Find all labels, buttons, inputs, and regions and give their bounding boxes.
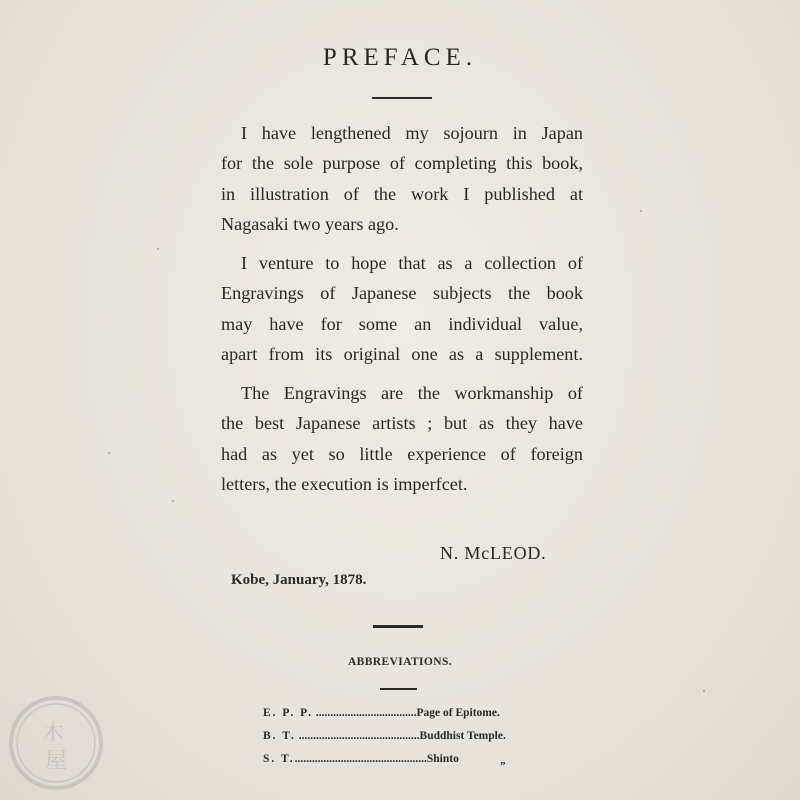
section-divider bbox=[373, 625, 423, 628]
abbreviations-heading: ABBREVIATIONS. bbox=[347, 656, 453, 668]
title-divider bbox=[372, 97, 432, 99]
paragraph-line: for the sole purpose of completing this book, bbox=[221, 153, 583, 174]
paragraph-line: I venture to hope that as a collection of bbox=[241, 253, 583, 273]
svg-text:屋: 屋 bbox=[44, 749, 68, 774]
paragraph-line: the best Japanese artists ; but as they have bbox=[221, 413, 583, 434]
dot-leader: ................................... bbox=[312, 707, 417, 719]
paragraph-line: letters, the execution is imperfcet. bbox=[221, 474, 468, 495]
dot-leader: .............................................. bbox=[294, 753, 427, 765]
paragraph-line: Nagasaki two years ago. bbox=[221, 214, 399, 235]
svg-text:木: 木 bbox=[41, 721, 71, 746]
abbreviation-row bbox=[263, 730, 506, 742]
preface-paragraph-1 bbox=[221, 118, 583, 240]
abbreviation-row bbox=[263, 707, 500, 719]
ditto-mark: ” bbox=[500, 760, 506, 772]
dateline: Kobe, January, 1878. bbox=[231, 572, 367, 588]
abbreviation-key: E. P. P. bbox=[263, 707, 313, 719]
paragraph-line: had as yet so little experience of foreign bbox=[221, 443, 583, 464]
abbreviations-divider bbox=[380, 688, 417, 690]
paragraph-line: Engravings of Japanese subjects the book bbox=[221, 283, 583, 304]
paragraph-line: The Engravings are the workmanship of bbox=[241, 383, 583, 403]
author-signature: N. McLEOD. bbox=[440, 543, 547, 563]
paper-speck bbox=[640, 210, 642, 212]
dot-leader: .......................................... bbox=[295, 730, 420, 742]
abbreviation-row bbox=[263, 753, 459, 765]
paper-speck bbox=[703, 690, 705, 692]
paragraph-line: may have for some an individual value, bbox=[221, 313, 583, 334]
paragraph-line: in illustration of the work I published at bbox=[221, 183, 583, 204]
paragraph-line: I have lengthened my sojourn in Japan bbox=[241, 123, 583, 143]
abbreviation-meaning: Page of Epitome. bbox=[416, 707, 500, 719]
paragraph-line: apart from its original one as a supplement. bbox=[221, 344, 583, 365]
paper-speck bbox=[157, 248, 159, 250]
abbreviation-meaning: Shinto bbox=[426, 753, 459, 765]
paper-speck bbox=[172, 500, 174, 502]
preface-paragraph-3 bbox=[221, 378, 583, 500]
seal-watermark-icon bbox=[6, 693, 106, 793]
abbreviation-key: S. T. bbox=[263, 753, 295, 765]
paper-speck bbox=[108, 452, 110, 454]
preface-paragraph-2 bbox=[221, 248, 583, 370]
abbreviation-meaning: Buddhist Temple. bbox=[419, 730, 506, 742]
abbreviation-key: B. T. bbox=[263, 730, 296, 742]
page-title: PREFACE. bbox=[322, 44, 478, 71]
